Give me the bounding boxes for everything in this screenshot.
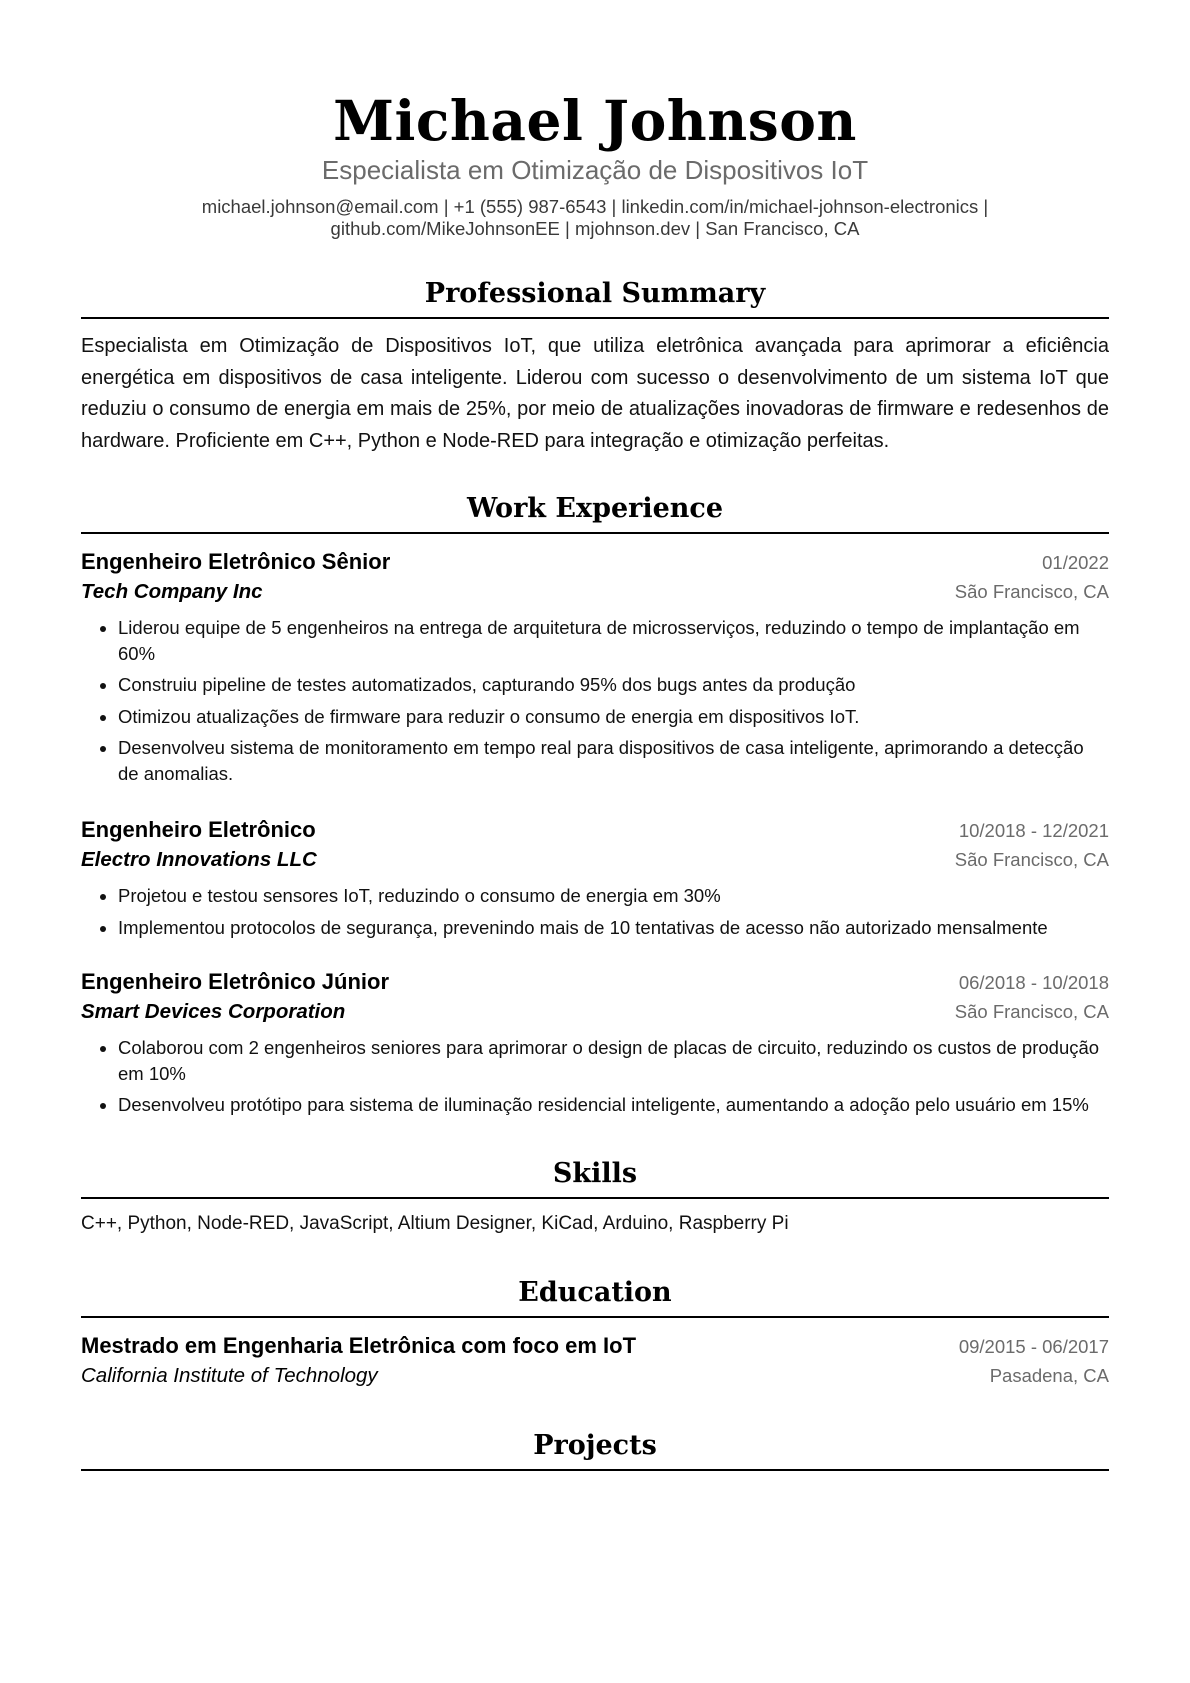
summary-heading: Professional Summary xyxy=(81,278,1109,319)
contact-line-1: michael.johnson@email.com | +1 (555) 987-6543 | linkedin.com/in/michael-johnson-electronics | xyxy=(201,196,989,217)
job-header-row xyxy=(81,548,1109,577)
job-bullet: • Desenvolveu protótipo para sistema de iluminação residencial inteligente, aumentando a adoção pelo usuário em 15% xyxy=(118,1092,1109,1118)
job-date: 01/2022 xyxy=(1042,552,1109,573)
job-date: 06/2018 - 10/2018 xyxy=(958,972,1109,993)
contact-line-2: github.com/MikeJohnsonEE | mjohnson.dev | San Francisco, CA xyxy=(330,218,860,239)
resume-header xyxy=(81,0,1109,240)
projects-section xyxy=(81,1430,1109,1471)
job-title: Engenheiro Eletrônico xyxy=(81,817,316,842)
education-header-row xyxy=(81,1332,1109,1361)
job-bullet: • Colaborou com 2 engenheiros seniores para aprimorar o design de placas de circuito, reduzindo os custos de produção em 10% xyxy=(118,1035,1109,1086)
job-company: Smart Devices Corporation xyxy=(81,1000,346,1023)
job-bullets xyxy=(81,1035,1109,1118)
job-location: São Francisco, CA xyxy=(954,849,1109,870)
job-header-row xyxy=(81,816,1109,845)
job-entry xyxy=(81,816,1109,940)
job-title: Engenheiro Eletrônico Júnior xyxy=(81,969,390,994)
skills-section xyxy=(81,1158,1109,1237)
experience-section xyxy=(81,493,1109,1118)
education-heading: Education xyxy=(81,1277,1109,1318)
education-degree: Mestrado em Engenharia Eletrônica com foco em IoT xyxy=(81,1332,637,1358)
job-bullet: • Otimizou atualizações de firmware para reduzir o consumo de energia em dispositivos IoT. xyxy=(118,704,1109,730)
job-company: Tech Company Inc xyxy=(81,580,263,603)
education-school: California Institute of Technology xyxy=(81,1363,378,1387)
education-entry xyxy=(81,1332,1109,1390)
job-date: 10/2018 - 12/2021 xyxy=(958,820,1109,841)
job-company: Electro Innovations LLC xyxy=(81,848,317,871)
job-company-row xyxy=(81,577,1109,606)
job-entry xyxy=(81,968,1109,1118)
education-location: Pasadena, CA xyxy=(989,1364,1109,1386)
job-company-row xyxy=(81,845,1109,874)
job-header-row xyxy=(81,968,1109,997)
job-location: São Francisco, CA xyxy=(954,1001,1109,1022)
education-section xyxy=(81,1277,1109,1390)
job-bullets xyxy=(81,615,1109,786)
job-bullets xyxy=(81,883,1109,940)
job-bullet: • Desenvolveu sistema de monitoramento em tempo real para dispositivos de casa inteligente, aprimorando a detecção de anomalias. xyxy=(118,735,1109,786)
skills-heading: Skills xyxy=(81,1158,1109,1199)
job-entry xyxy=(81,548,1109,786)
job-location: São Francisco, CA xyxy=(954,581,1109,602)
job-bullet: • Liderou equipe de 5 engenheiros na entrega de arquitetura de microsserviços, reduzindo o tempo de implantação em 60% xyxy=(118,615,1109,666)
job-bullet: • Projetou e testou sensores IoT, reduzindo o consumo de energia em 30% xyxy=(118,883,1109,909)
summary-section xyxy=(81,278,1109,457)
job-bullet: • Construiu pipeline de testes automatizados, capturando 95% dos bugs antes da produção xyxy=(118,672,1109,698)
job-title: Engenheiro Eletrônico Sênior xyxy=(81,549,391,574)
candidate-title: Especialista em Otimização de Dispositivos IoT xyxy=(321,155,869,185)
skills-list: C++, Python, Node-RED, JavaScript, Altium Designer, KiCad, Arduino, Raspberry Pi xyxy=(81,1212,789,1234)
job-company-row xyxy=(81,997,1109,1026)
projects-heading: Projects xyxy=(81,1430,1109,1471)
contact-info xyxy=(81,196,1109,240)
education-date: 09/2015 - 06/2017 xyxy=(958,1335,1109,1357)
summary-text: Especialista em Otimização de Dispositivos IoT, que utiliza eletrônica avançada para aprimorar a eficiência energética em dispositivos de casa inteligente. Liderou com sucesso o desenvolvimento de um sistema IoT que reduziu o consumo de energia em mais de 25%, por meio de atualizações inovadoras de firmware e redesenhos de hardware. Proficiente em C++, Python e Node-RED para integração e otimização perfeitas. xyxy=(81,335,1109,452)
education-school-row xyxy=(81,1361,1109,1390)
candidate-name: Michael Johnson xyxy=(333,88,857,153)
job-bullet: • Implementou protocolos de segurança, prevenindo mais de 10 tentativas de acesso não autorizado mensalmente xyxy=(118,915,1109,941)
experience-heading: Work Experience xyxy=(81,493,1109,534)
